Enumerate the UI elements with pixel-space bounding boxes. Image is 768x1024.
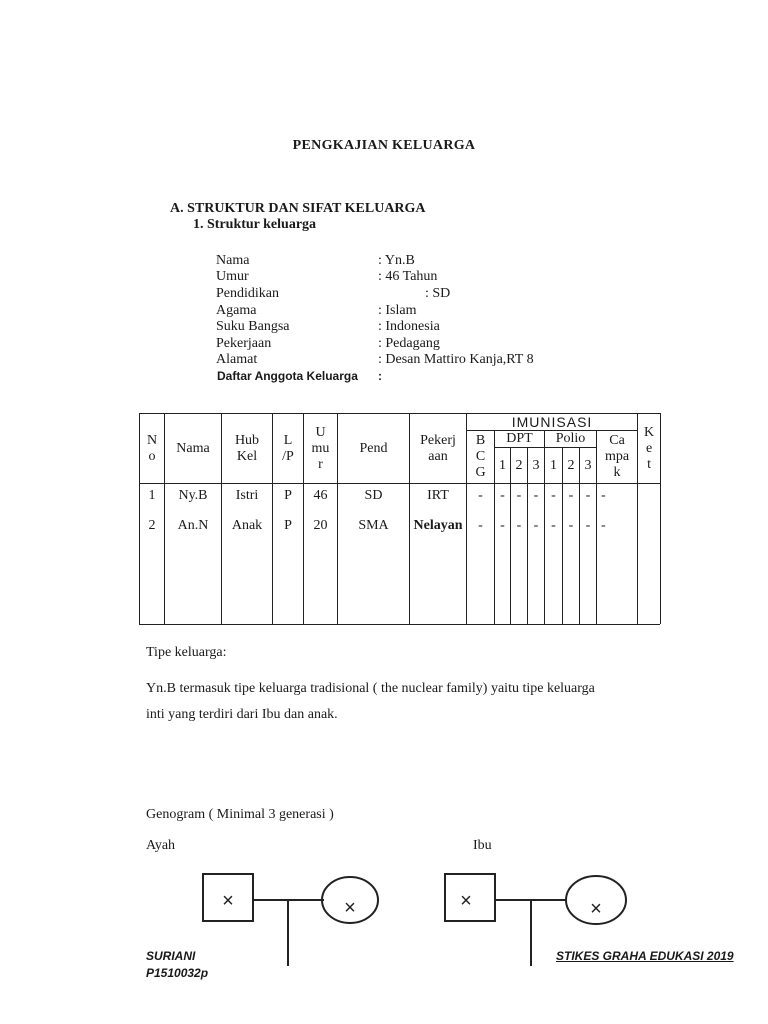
header-dpt-dose-1: 1 (495, 448, 511, 484)
cell-no: 1 (140, 484, 165, 516)
cell-polio-3: - (580, 484, 597, 516)
header-dpt: DPT (495, 431, 545, 448)
field-value-suku-bangsa: : Indonesia (378, 319, 440, 334)
header-pend: Pend (338, 414, 410, 484)
field-value-umur: : 46 Tahun (378, 269, 438, 284)
header-lp: L /P (273, 414, 304, 484)
table-bottom-border (139, 624, 660, 625)
header-ket: K e t (638, 414, 661, 484)
genogram-father-side (203, 874, 378, 966)
members-colon: : (378, 369, 382, 383)
ibu-label: Ibu (473, 838, 492, 853)
header-nama: Nama (165, 414, 222, 484)
field-value-agama: : Islam (378, 303, 417, 318)
table-row (140, 516, 661, 624)
cell-umur: 20 (304, 516, 338, 624)
cell-polio-1: - (545, 516, 563, 624)
header-polio-dose-3: 3 (580, 448, 597, 484)
footer-author-name: SURIANI (146, 949, 196, 963)
cell-polio-1: - (545, 484, 563, 516)
header-no: N o (140, 414, 165, 484)
cell-nama: An.N (165, 516, 222, 624)
cell-ket (638, 484, 661, 516)
cell-no: 2 (140, 516, 165, 624)
cell-bcg: - (467, 516, 495, 624)
field-label-agama: Agama (216, 303, 257, 318)
cell-dpt-3: - (528, 484, 545, 516)
cell-campak: - (597, 516, 638, 624)
field-value-alamat: : Desan Mattiro Kanja,RT 8 (378, 352, 534, 367)
cell-dpt-1: - (495, 516, 511, 624)
cell-ket (638, 516, 661, 624)
tipe-keluarga-line-1: Yn.B termasuk tipe keluarga tradisional ( the nuclear family) yaitu tipe keluarga (146, 681, 595, 696)
cell-pend: SMA (338, 516, 410, 624)
subsection-1-heading: 1. Struktur keluarga (193, 217, 317, 232)
header-dpt-dose-3: 3 (528, 448, 545, 484)
field-label-nama: Nama (216, 253, 250, 268)
header-polio-dose-2: 2 (563, 448, 580, 484)
family-members-table (139, 413, 661, 624)
cell-lp: P (273, 516, 304, 624)
header-polio-dose-1: 1 (545, 448, 563, 484)
field-label-alamat: Alamat (216, 352, 258, 367)
header-dpt-dose-2: 2 (511, 448, 528, 484)
section-a-heading: A. STRUKTUR DAN SIFAT KELUARGA (170, 201, 426, 216)
members-label: Daftar Anggota Keluarga (217, 369, 358, 383)
ayah-label: Ayah (146, 838, 176, 853)
cell-lp: P (273, 484, 304, 516)
cell-polio-2: - (563, 484, 580, 516)
header-polio: Polio (545, 431, 597, 448)
header-hub-kel: Hub Kel (222, 414, 273, 484)
deceased-mark: × (344, 897, 356, 919)
cell-hub: Anak (222, 516, 273, 624)
field-label-suku-bangsa: Suku Bangsa (216, 319, 290, 334)
cell-dpt-1: - (495, 484, 511, 516)
header-umur: U mu r (304, 414, 338, 484)
footer-author-id: P1510032p (146, 966, 209, 980)
footer-institution: STIKES GRAHA EDUKASI 2019 (556, 949, 734, 963)
deceased-mark: × (590, 898, 602, 920)
table-row (140, 484, 661, 516)
field-label-pekerjaan: Pekerjaan (216, 336, 272, 351)
cell-pekerjaan: Nelayan (410, 516, 467, 624)
header-bcg: B C G (467, 431, 495, 484)
header-campak: Ca mpa k (597, 431, 638, 484)
cell-umur: 46 (304, 484, 338, 516)
page-title: PENGKAJIAN KELUARGA (292, 138, 476, 153)
cell-dpt-2: - (511, 516, 528, 624)
tipe-keluarga-line-2: inti yang terdiri dari Ibu dan anak. (146, 707, 338, 722)
field-label-umur: Umur (216, 269, 249, 284)
cell-polio-2: - (563, 516, 580, 624)
field-value-pendidikan: : SD (425, 286, 451, 301)
deceased-mark: × (460, 890, 472, 912)
tipe-keluarga-label: Tipe keluarga: (146, 645, 227, 660)
cell-hub: Istri (222, 484, 273, 516)
cell-nama: Ny.B (165, 484, 222, 516)
field-value-nama: : Yn.B (378, 253, 415, 268)
deceased-mark: × (222, 890, 234, 912)
cell-bcg: - (467, 484, 495, 516)
table-header-row (140, 414, 661, 431)
header-imunisasi: IMUNISASI (467, 414, 638, 431)
cell-pend: SD (338, 484, 410, 516)
cell-dpt-3: - (528, 516, 545, 624)
genogram-label: Genogram ( Minimal 3 generasi ) (146, 807, 334, 822)
cell-dpt-2: - (511, 484, 528, 516)
field-value-pekerjaan: : Pedagang (378, 336, 440, 351)
cell-campak: - (597, 484, 638, 516)
header-pekerjaan: Pekerj aan (410, 414, 467, 484)
cell-polio-3: - (580, 516, 597, 624)
cell-pekerjaan: IRT (410, 484, 467, 516)
field-label-pendidikan: Pendidikan (216, 286, 279, 301)
